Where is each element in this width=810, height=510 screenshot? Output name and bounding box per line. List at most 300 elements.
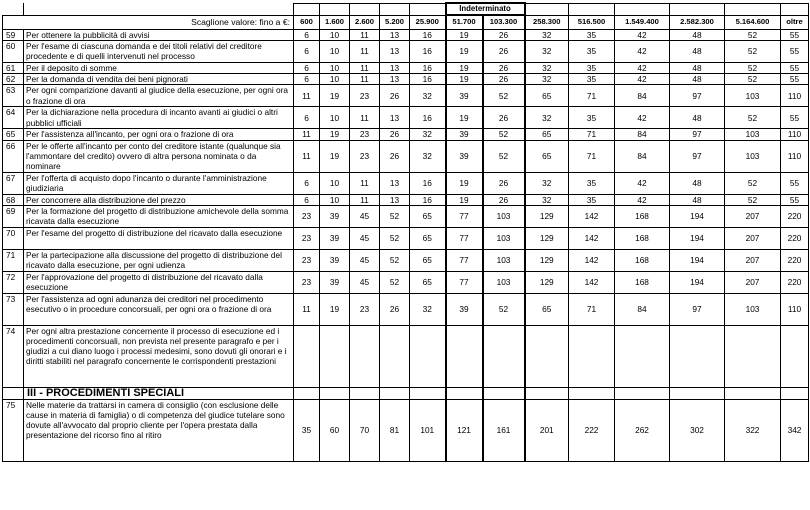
fee-value: 142: [569, 205, 615, 227]
fee-value: 220: [781, 205, 809, 227]
fee-value: 52: [725, 194, 781, 205]
fee-value: 220: [781, 271, 809, 293]
row-description: Per l'assistenza all'incanto, per ogni ora o frazione di ora: [24, 129, 294, 140]
column-header: 2.600: [350, 15, 380, 29]
fee-value: 16: [410, 172, 446, 194]
empty-cell: [483, 387, 525, 399]
fee-value: 129: [525, 227, 569, 249]
fee-value: 10: [320, 62, 350, 73]
fee-value: 129: [525, 249, 569, 271]
fee-value: 35: [569, 172, 615, 194]
fee-value: 26: [483, 40, 525, 62]
fee-value: 42: [615, 107, 670, 129]
fee-value: [670, 325, 725, 387]
fee-value: 262: [615, 399, 670, 461]
fee-value: 48: [670, 172, 725, 194]
fee-value: 6: [294, 62, 320, 73]
fee-value: 48: [670, 62, 725, 73]
fee-value: [725, 325, 781, 387]
table-row: [3, 205, 809, 227]
fee-value: 55: [781, 29, 809, 40]
fee-value: 32: [525, 172, 569, 194]
row-number: 70: [3, 227, 24, 249]
fee-value: 10: [320, 40, 350, 62]
fee-value: 16: [410, 40, 446, 62]
section-title: III - PROCEDIMENTI SPECIALI: [24, 387, 294, 399]
row-description: Per ogni altra prestazione concernente il processo di esecuzione ed i procedimenti concorsuali, non prevista nel presente paragrafo e per i giudizi a cui diano luogo i processi medesimi, sono dovuti gli onorari e i diritti stabiliti nel paragrafo concernente le corrispondenti prestazioni: [24, 325, 294, 387]
fee-value: 110: [781, 140, 809, 172]
fee-value: 13: [380, 172, 410, 194]
fee-value: 23: [350, 129, 380, 140]
fee-value: 103: [725, 85, 781, 107]
fee-value: 11: [350, 172, 380, 194]
fee-value: 97: [670, 129, 725, 140]
section-number-cell: [3, 387, 24, 399]
fee-value: 35: [569, 194, 615, 205]
fee-value: 10: [320, 107, 350, 129]
fee-value: 26: [483, 194, 525, 205]
fee-value: 168: [615, 205, 670, 227]
fee-value: 103: [725, 293, 781, 325]
fee-value: 11: [294, 140, 320, 172]
fee-value: 16: [410, 194, 446, 205]
fee-value: 35: [569, 40, 615, 62]
fee-value: 71: [569, 140, 615, 172]
fee-value: 71: [569, 293, 615, 325]
row-description: Per l'esame del progetto di distribuzione del ricavato dalla esecuzione: [24, 227, 294, 249]
table-row: [3, 271, 809, 293]
fee-value: 65: [525, 140, 569, 172]
fee-value: 11: [350, 74, 380, 85]
fee-value: 220: [781, 249, 809, 271]
fee-value: 65: [525, 85, 569, 107]
indeterminato-label: Indeterminato: [446, 3, 525, 15]
fee-value: 26: [483, 107, 525, 129]
fee-value: 77: [446, 227, 483, 249]
row-number: 59: [3, 29, 24, 40]
fee-value: 84: [615, 140, 670, 172]
column-header: 258.300: [525, 15, 569, 29]
fee-value: 16: [410, 107, 446, 129]
fee-value: 70: [350, 399, 380, 461]
fee-value: 65: [525, 293, 569, 325]
fee-value: 23: [350, 293, 380, 325]
fee-value: 52: [380, 227, 410, 249]
fee-value: 39: [320, 249, 350, 271]
fee-value: 60: [320, 399, 350, 461]
fee-value: 10: [320, 29, 350, 40]
table-row: [3, 40, 809, 62]
row-number: 68: [3, 194, 24, 205]
fee-value: 121: [446, 399, 483, 461]
fee-value: 52: [483, 85, 525, 107]
fee-value: 32: [410, 85, 446, 107]
fee-value: 6: [294, 194, 320, 205]
fee-value: 194: [670, 271, 725, 293]
fee-value: 32: [525, 74, 569, 85]
row-number: 66: [3, 140, 24, 172]
fee-value: 35: [569, 62, 615, 73]
row-description: Nelle materie da trattarsi in camera di consiglio (con esclusione delle cause in materia di famiglia) o di competenza del giudice tutelare sono dovute all'avvocato dal proprio cliente per l'opera prestata dalla presentazione del ricorso fino al ritiro: [24, 399, 294, 461]
fee-value: 32: [525, 40, 569, 62]
fee-value: 6: [294, 172, 320, 194]
fee-value: 32: [525, 29, 569, 40]
column-header: 5.200: [380, 15, 410, 29]
tariff-table-container: [2, 2, 809, 462]
fee-value: 35: [294, 399, 320, 461]
fee-value: 194: [670, 205, 725, 227]
row-description: Per concorrere alla distribuzione del prezzo: [24, 194, 294, 205]
fee-value: 48: [670, 107, 725, 129]
table-row: [3, 29, 809, 40]
fee-value: 35: [569, 29, 615, 40]
fee-value: 103: [725, 129, 781, 140]
fee-value: 48: [670, 40, 725, 62]
fee-value: 19: [320, 85, 350, 107]
fee-value: 48: [670, 74, 725, 85]
fee-value: 13: [380, 40, 410, 62]
fee-value: 207: [725, 227, 781, 249]
fee-value: 55: [781, 40, 809, 62]
fee-value: 71: [569, 129, 615, 140]
empty-cell: [446, 387, 483, 399]
fee-value: 52: [725, 107, 781, 129]
fee-value: [525, 325, 569, 387]
column-header: 600: [294, 15, 320, 29]
row-number: 63: [3, 85, 24, 107]
column-header: 25.900: [410, 15, 446, 29]
fee-value: [350, 325, 380, 387]
fee-value: 129: [525, 205, 569, 227]
empty-cell: [294, 387, 320, 399]
fee-value: 52: [380, 205, 410, 227]
fee-value: 84: [615, 293, 670, 325]
fee-value: 194: [670, 227, 725, 249]
fee-value: 168: [615, 227, 670, 249]
table-row: [3, 194, 809, 205]
fee-value: 48: [670, 194, 725, 205]
fee-value: 39: [446, 85, 483, 107]
fee-value: 23: [294, 205, 320, 227]
fee-value: 45: [350, 271, 380, 293]
fee-value: 32: [410, 140, 446, 172]
column-header: 51.700: [446, 15, 483, 29]
fee-value: 110: [781, 85, 809, 107]
fee-value: 103: [483, 205, 525, 227]
fee-value: 55: [781, 194, 809, 205]
fee-value: 52: [483, 129, 525, 140]
row-number: 74: [3, 325, 24, 387]
empty-cell: [670, 387, 725, 399]
fee-value: 10: [320, 194, 350, 205]
table-row: [3, 140, 809, 172]
row-description: Per la dichiarazione nella procedura di incanto avanti ai giudici o altri pubblici ufficiali: [24, 107, 294, 129]
fee-value: 16: [410, 29, 446, 40]
table-row: [3, 74, 809, 85]
table-row: [3, 227, 809, 249]
fee-value: 11: [350, 194, 380, 205]
fee-value: 168: [615, 249, 670, 271]
section-row: [3, 387, 809, 399]
fee-value: 10: [320, 74, 350, 85]
column-header: oltre: [781, 15, 809, 29]
row-number: 65: [3, 129, 24, 140]
fee-value: 42: [615, 172, 670, 194]
fee-value: 77: [446, 205, 483, 227]
fee-value: 23: [294, 227, 320, 249]
fee-value: [569, 325, 615, 387]
fee-value: 45: [350, 249, 380, 271]
fee-value: 11: [350, 40, 380, 62]
tariff-table: [2, 2, 809, 462]
fee-value: 32: [525, 107, 569, 129]
fee-value: 19: [446, 194, 483, 205]
row-number: 75: [3, 399, 24, 461]
fee-value: 13: [380, 74, 410, 85]
row-number: 61: [3, 62, 24, 73]
fee-value: 26: [483, 172, 525, 194]
row-description: Per la partecipazione alla discussione del progetto di distribuzione del ricavato dalla esecuzione, per ogni udienza: [24, 249, 294, 271]
fee-value: 207: [725, 249, 781, 271]
fee-value: 39: [320, 205, 350, 227]
fee-value: 26: [380, 85, 410, 107]
fee-value: 110: [781, 129, 809, 140]
fee-value: 6: [294, 74, 320, 85]
fee-value: 103: [483, 227, 525, 249]
scaglione-label: Scaglione valore: fino a €:: [3, 15, 294, 29]
fee-value: 55: [781, 107, 809, 129]
fee-value: 55: [781, 74, 809, 85]
row-number: 62: [3, 74, 24, 85]
empty-cell: [350, 387, 380, 399]
fee-value: 11: [350, 107, 380, 129]
table-row: [3, 249, 809, 271]
fee-value: 19: [446, 29, 483, 40]
fee-value: 11: [350, 62, 380, 73]
fee-value: 19: [320, 293, 350, 325]
fee-value: 39: [446, 293, 483, 325]
fee-value: 52: [725, 40, 781, 62]
fee-value: 52: [380, 271, 410, 293]
fee-value: 39: [320, 227, 350, 249]
row-description: Per l'esame di ciascuna domanda e dei titoli relativi del creditore procedente e di quelli intervenuti nel processo: [24, 40, 294, 62]
fee-value: 52: [725, 29, 781, 40]
fee-value: 23: [350, 85, 380, 107]
row-description: Per l'approvazione del progetto di distribuzione del ricavato dalla esecuzione: [24, 271, 294, 293]
fee-value: [410, 325, 446, 387]
fee-value: 55: [781, 172, 809, 194]
fee-value: 97: [670, 85, 725, 107]
table-row: [3, 325, 809, 387]
row-description: Per ottenere la pubblicità di avvisi: [24, 29, 294, 40]
fee-value: 48: [670, 29, 725, 40]
empty-cell: [410, 387, 446, 399]
fee-value: 13: [380, 194, 410, 205]
fee-value: 35: [569, 74, 615, 85]
fee-value: 39: [446, 129, 483, 140]
header-row: [3, 15, 809, 29]
fee-value: 65: [410, 271, 446, 293]
fee-value: [615, 325, 670, 387]
fee-value: 65: [525, 129, 569, 140]
fee-value: 201: [525, 399, 569, 461]
fee-value: 19: [446, 62, 483, 73]
fee-value: 19: [446, 74, 483, 85]
fee-value: 39: [320, 271, 350, 293]
column-header: 103.300: [483, 15, 525, 29]
fee-value: 13: [380, 29, 410, 40]
fee-value: 84: [615, 129, 670, 140]
column-header: 2.582.300: [670, 15, 725, 29]
fee-value: 52: [725, 172, 781, 194]
fee-value: 6: [294, 107, 320, 129]
fee-value: 26: [483, 29, 525, 40]
row-description: Per ogni comparizione davanti al giudice della esecuzione, per ogni ora o frazione di ora: [24, 85, 294, 107]
empty-cell: [525, 387, 569, 399]
fee-value: 26: [380, 140, 410, 172]
fee-value: 32: [525, 62, 569, 73]
fee-value: 342: [781, 399, 809, 461]
fee-value: 35: [569, 107, 615, 129]
fee-value: 207: [725, 205, 781, 227]
fee-value: 110: [781, 293, 809, 325]
fee-value: 52: [380, 249, 410, 271]
fee-value: 16: [410, 62, 446, 73]
fee-value: 52: [725, 62, 781, 73]
fee-value: 142: [569, 271, 615, 293]
table-row: [3, 62, 809, 73]
row-number: 60: [3, 40, 24, 62]
fee-value: [380, 325, 410, 387]
empty-cell: [725, 387, 781, 399]
table-row: [3, 129, 809, 140]
fee-value: 65: [410, 249, 446, 271]
fee-value: 6: [294, 40, 320, 62]
fee-value: 81: [380, 399, 410, 461]
table-row: [3, 107, 809, 129]
fee-value: 16: [410, 74, 446, 85]
fee-value: 129: [525, 271, 569, 293]
row-description: Per l'assistenza ad ogni adunanza dei creditori nel procedimento esecutivo o in procedure concorsuali, per ogni ora o frazione di ora: [24, 293, 294, 325]
fee-value: 161: [483, 399, 525, 461]
row-number: 72: [3, 271, 24, 293]
column-header: 516.500: [569, 15, 615, 29]
row-description: Per le offerte all'incanto per conto del creditore istante (qualunque sia l'ammontare del credito) ovvero di altra persona nominata o da nominare: [24, 140, 294, 172]
fee-value: 322: [725, 399, 781, 461]
fee-value: 142: [569, 227, 615, 249]
fee-value: 32: [410, 129, 446, 140]
row-number: 64: [3, 107, 24, 129]
fee-value: 77: [446, 249, 483, 271]
empty-cell: [380, 387, 410, 399]
fee-value: 26: [380, 293, 410, 325]
fee-value: [294, 325, 320, 387]
column-header: 5.164.600: [725, 15, 781, 29]
fee-value: 42: [615, 29, 670, 40]
row-number: 71: [3, 249, 24, 271]
fee-value: 42: [615, 40, 670, 62]
fee-value: 97: [670, 140, 725, 172]
empty-cell: [781, 387, 809, 399]
fee-value: [781, 325, 809, 387]
fee-value: 23: [294, 249, 320, 271]
fee-value: 42: [615, 194, 670, 205]
fee-value: 26: [483, 74, 525, 85]
fee-value: 11: [350, 29, 380, 40]
fee-value: 103: [725, 140, 781, 172]
row-number: 73: [3, 293, 24, 325]
fee-value: [320, 325, 350, 387]
table-row: [3, 172, 809, 194]
fee-value: 11: [294, 129, 320, 140]
fee-value: 103: [483, 249, 525, 271]
empty-cell: [615, 387, 670, 399]
fee-value: 32: [410, 293, 446, 325]
fee-value: 194: [670, 249, 725, 271]
fee-value: 222: [569, 399, 615, 461]
table-row: [3, 85, 809, 107]
fee-value: 55: [781, 62, 809, 73]
fee-value: 13: [380, 62, 410, 73]
fee-value: 19: [320, 140, 350, 172]
row-description: Per l'offerta di acquisto dopo l'incanto o durante l'amministrazione giudiziaria: [24, 172, 294, 194]
fee-value: 52: [483, 140, 525, 172]
fee-value: 84: [615, 85, 670, 107]
fee-value: 11: [294, 293, 320, 325]
header-row-top: [3, 3, 809, 15]
row-number: 67: [3, 172, 24, 194]
fee-value: 77: [446, 271, 483, 293]
row-description: Per il deposito di somme: [24, 62, 294, 73]
row-description: Per la domanda di vendita dei beni pignorati: [24, 74, 294, 85]
empty-cell: [320, 387, 350, 399]
fee-value: 26: [483, 62, 525, 73]
row-description: Per la formazione del progetto di distribuzione amichevole della somma ricavata dalla esecuzione: [24, 205, 294, 227]
fee-value: 26: [380, 129, 410, 140]
column-header: 1.600: [320, 15, 350, 29]
table-row: [3, 293, 809, 325]
fee-value: 11: [294, 85, 320, 107]
fee-value: 19: [446, 40, 483, 62]
fee-value: 103: [483, 271, 525, 293]
fee-value: 19: [446, 172, 483, 194]
row-number: 69: [3, 205, 24, 227]
fee-value: 207: [725, 271, 781, 293]
fee-value: 142: [569, 249, 615, 271]
fee-value: 6: [294, 29, 320, 40]
fee-value: 52: [725, 74, 781, 85]
fee-value: 65: [410, 205, 446, 227]
fee-value: 97: [670, 293, 725, 325]
fee-value: 168: [615, 271, 670, 293]
fee-value: 45: [350, 227, 380, 249]
fee-value: 39: [446, 140, 483, 172]
fee-value: [446, 325, 483, 387]
fee-value: 13: [380, 107, 410, 129]
empty-cell: [569, 387, 615, 399]
fee-value: 52: [483, 293, 525, 325]
fee-value: 42: [615, 62, 670, 73]
fee-value: 19: [446, 107, 483, 129]
fee-value: 19: [320, 129, 350, 140]
column-header: 1.549.400: [615, 15, 670, 29]
fee-value: 32: [525, 194, 569, 205]
fee-value: [483, 325, 525, 387]
fee-value: 42: [615, 74, 670, 85]
fee-value: 23: [350, 140, 380, 172]
fee-value: 220: [781, 227, 809, 249]
fee-value: 302: [670, 399, 725, 461]
